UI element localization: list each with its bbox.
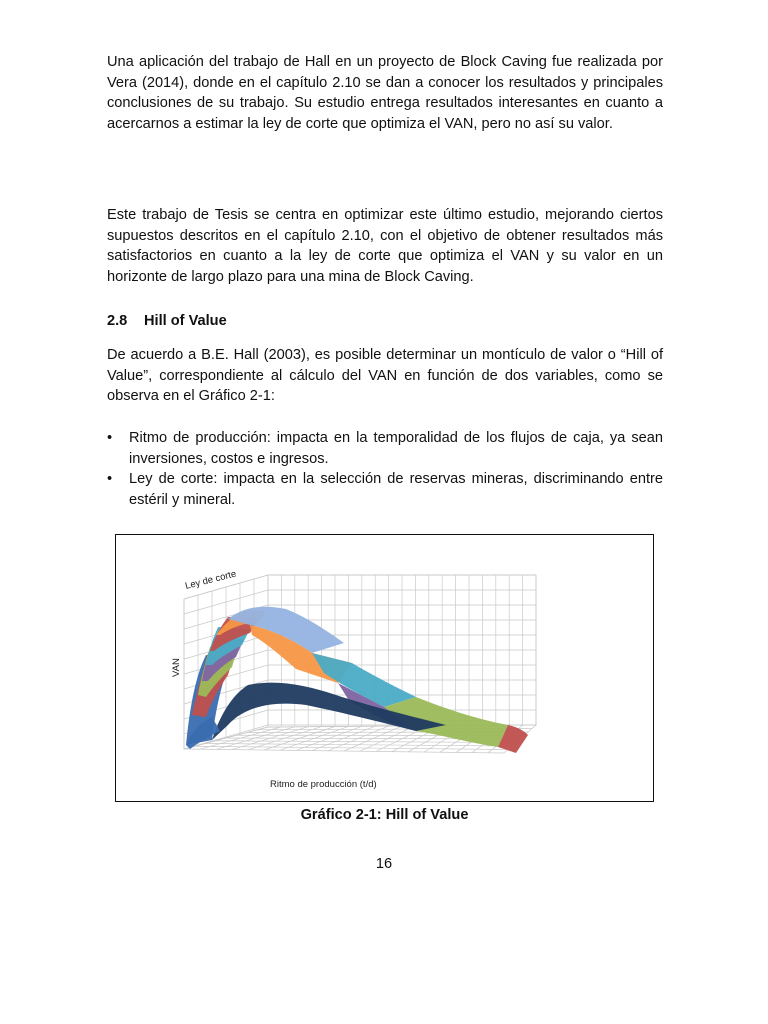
paragraph-thesis-focus: Este trabajo de Tesis se centra en optimizar este último estudio, mejorando ciertos supuestos descritos en el capítulo 2.10, con el objetivo de obtener resultados más satisfactorios en cuanto a la ley de corte que optimiza el VAN y su valor en un horizonte de largo plazo para una mina de Block Caving. bbox=[107, 207, 663, 285]
page-number: 16 bbox=[375, 856, 393, 872]
axis-label-cutoff-grade: Ley de corte bbox=[184, 568, 238, 592]
bullet-item-production-rate bbox=[107, 428, 663, 469]
paragraph-intro: Una aplicación del trabajo de Hall en un proyecto de Block Caving fue realizada por Vera (2014), donde en el capítulo 2.10 se dan a conocer los resultados y principales conclusiones de su trabajo. Su estudio entrega resultados interesantes en cuanto a acercarnos a estimar la ley de corte que optimiza el VAN, pero no así su valor. bbox=[107, 54, 663, 132]
hill-of-value-3d-surface bbox=[116, 535, 655, 803]
section-heading bbox=[107, 313, 227, 329]
grid-line bbox=[205, 744, 512, 747]
grid-line bbox=[195, 746, 509, 749]
axis-label-van: VAN bbox=[171, 658, 182, 677]
section-title: Hill of Value bbox=[144, 313, 227, 329]
grid-line bbox=[184, 749, 504, 753]
bullet-text: Ley de corte: impacta en la selección de reservas mineras, discriminando entre estéril y mineral. bbox=[129, 471, 663, 508]
figure-hill-of-value bbox=[115, 534, 654, 802]
paragraph-hill-of-value-intro: De acuerdo a B.E. Hall (2003), es posible determinar un montículo de valor o “Hill of Value”, correspondiente al cálculo del VAN en función de dos variables, como se observa en el Gráfico 2-1: bbox=[107, 347, 663, 405]
section-number: 2.8 bbox=[107, 313, 128, 329]
bullet-item-cutoff-grade bbox=[107, 469, 663, 510]
bullet-dot: • bbox=[107, 430, 113, 446]
figure-caption: Gráfico 2-1: Hill of Value bbox=[300, 807, 469, 823]
bullet-list bbox=[107, 428, 663, 510]
bullet-text: Ritmo de producción: impacta en la temporalidad de los flujos de caja, ya sean inversiones, costos e ingresos. bbox=[129, 430, 663, 467]
bullet-dot: • bbox=[107, 471, 113, 488]
axis-label-production-rate: Ritmo de producción (t/d) bbox=[270, 779, 377, 790]
